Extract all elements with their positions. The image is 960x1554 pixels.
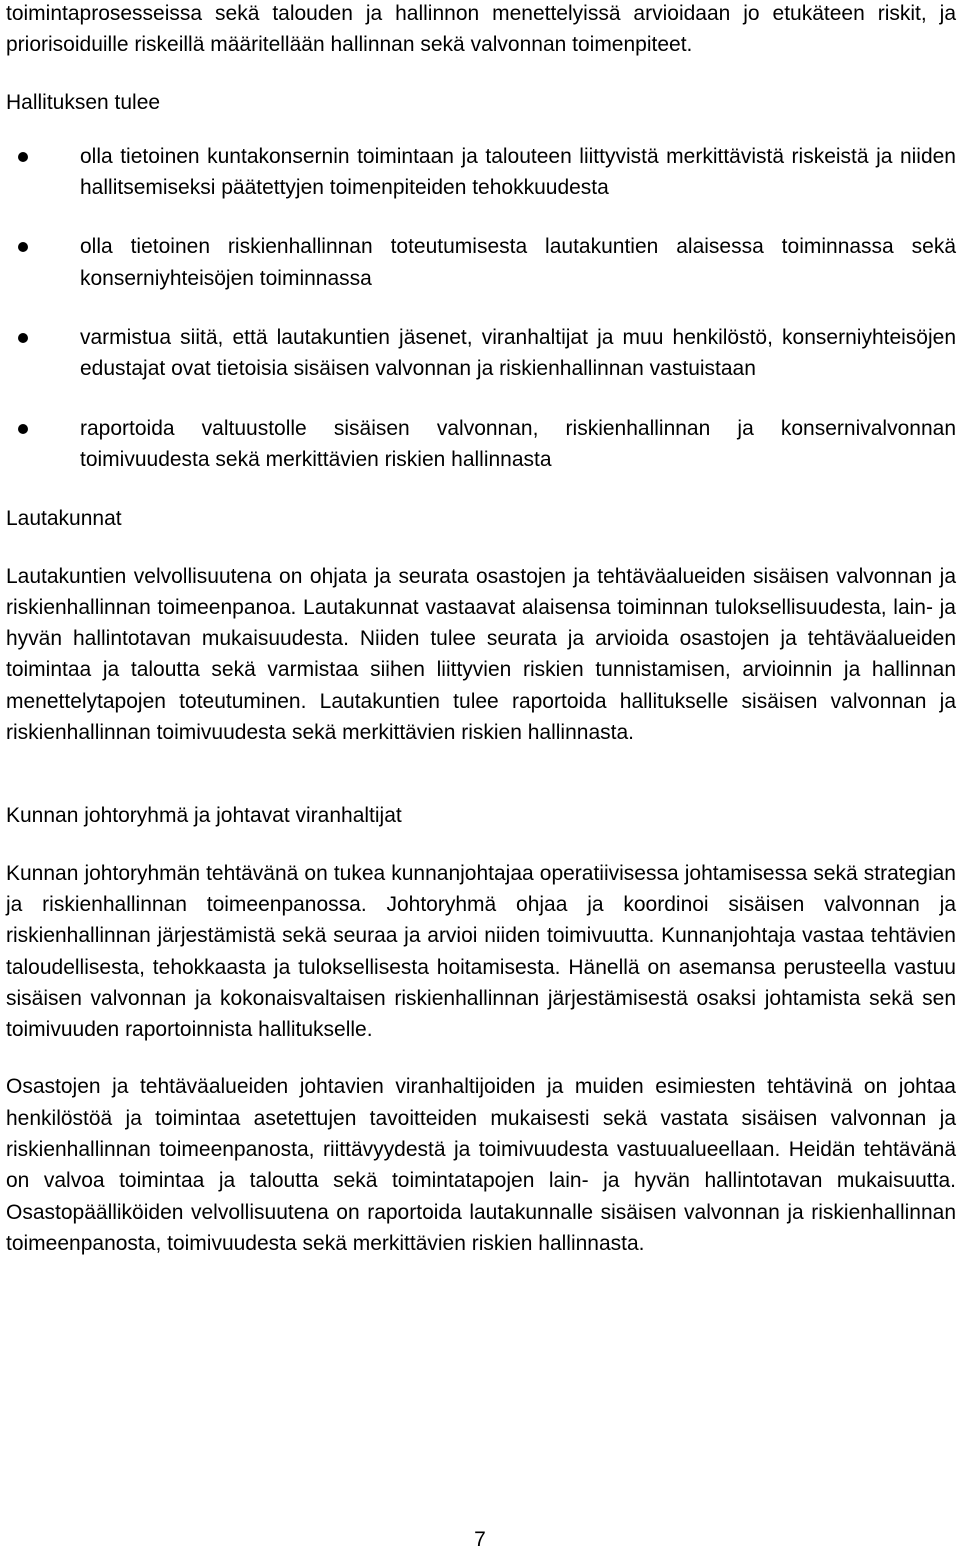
intro-paragraph: toimintaprosesseissa sekä talouden ja hallinnon menettelyissä arvioidaan jo etukäteen riskit, ja priorisoiduille riskeillä määritellään hallinnan sekä valvonnan toimenpiteet.: [6, 2, 956, 57]
committees-heading: Lautakunnat: [6, 507, 122, 531]
list-item: olla tietoinen kuntakonsernin toimintaan ja talouteen liittyvistä merkittävistä riskeistä ja niiden hallitsemiseksi päätettyjen toimenpiteiden tehokkuudesta: [6, 141, 956, 204]
department-paragraph: Osastojen ja tehtäväalueiden johtavien viranhaltijoiden ja muiden esimiesten tehtävinä on johtaa henkilöstöä ja toimintaa asetettujen tavoitteiden mukaisesti sekä vastata sisäisen valvonnan ja riskienhallinnan toimeenpanosta, riittävyydestä ja toimivuudesta vastuualueellaan. Heidän tehtävänä on valvoa toimintaa ja taloutta sekä toimintatapojen lain- ja hyvän hallintotavan mukaisuutta. Osastopäälliköiden velvollisuutena on raportoida lautakunnalle sisäisen valvonnan ja riskienhallinnan toimeenpanosta, toimivuudesta sekä merkittävien riskien hallinnasta.: [6, 1075, 956, 1255]
page-number: 7: [474, 1528, 486, 1551]
list-item: varmistua siitä, että lautakuntien jäsenet, viranhaltijat ja muu henkilöstö, konserniyhteisöjen edustajat ovat tietoisia sisäisen valvonnan ja riskienhallinnan vastuistaan: [6, 322, 956, 385]
list-item: raportoida valtuustolle sisäisen valvonnan, riskienhallinnan ja konsernivalvonnan toimivuudesta sekä merkittävien riskien hallinnasta: [6, 413, 956, 476]
list-item: olla tietoinen riskienhallinnan toteutumisesta lautakuntien alaisessa toiminnassa sekä konserniyhteisöjen toiminnassa: [6, 231, 956, 294]
committees-paragraph: Lautakuntien velvollisuutena on ohjata ja seurata osastojen ja tehtäväalueiden sisäisen valvonnan ja riskienhallinnan toimeenpanoa. Lautakunnat vastaavat alaisensa toiminnan tuloksellisuudesta, lain- ja hyvän hallintotavan mukaisuudesta. Niiden tulee seurata ja arvioida osastojen ja tehtäväalueiden toimintaa ja taloutta sekä varmistaa siihen liittyvien riskien tunnistamisen, arvioinnin ja hallinnan menettelytapojen toteutuminen. Lautakuntien tulee raportoida hallitukselle sisäisen valvonnan ja riskienhallinnan toimivuudesta sekä merkittävien riskien hallinnasta.: [6, 564, 956, 745]
board-duties-list: [6, 141, 956, 475]
board-intro: Hallituksen tulee: [6, 90, 161, 114]
document-page: [6, 0, 956, 1259]
management-heading: Kunnan johtoryhmä ja johtavat viranhaltijat: [6, 804, 402, 828]
management-paragraph: Kunnan johtoryhmän tehtävänä on tukea kunnanjohtajaa operatiivisessa johtamisessa sekä strategian ja riskienhallinnan toimeenpanossa. Johtoryhmä ohjaa ja koordinoi sisäisen valvonnan ja riskienhallinnan järjestämistä sekä seuraa ja arvioi niiden toimivuutta. Kunnanjohtaja vastaa tehtävien taloudellisesta, tehokkaasta ja tuloksellisesta hoitamisesta. Hänellä on asemansa perusteella vastuu sisäisen valvonnan ja kokonaisvaltaisen riskienhallinnan järjestämisestä osaksi johtamista sekä sen toimivuuden raportoinnista hallitukselle.: [6, 861, 956, 1042]
